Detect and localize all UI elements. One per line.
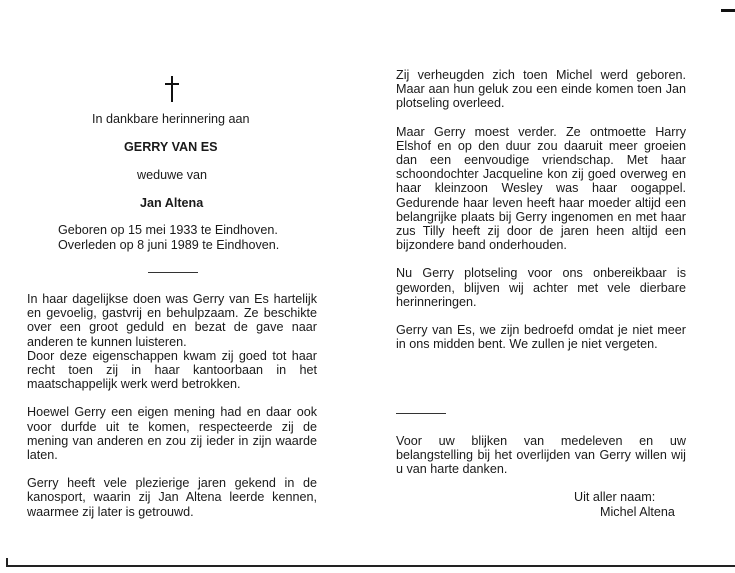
intro-text: In dankbare herinnering aan <box>92 112 250 126</box>
thanks-text: Voor uw blijken van medeleven en uw belangstelling bij het overlijden van Gerry willen wij u van harte danken. <box>396 434 686 477</box>
widow-of-text: weduwe van <box>137 168 208 182</box>
left-paragraph-3: Hoewel Gerry een eigen mening had en daar ook voor durfde uit te komen, respecteerde zij de mening van anderen en zou zij ieder in zijn waarde laten. <box>27 405 317 463</box>
left-body <box>27 292 317 519</box>
separator-rule-left <box>148 272 198 273</box>
death-text: Overleden op 8 juni 1989 te Eindhoven. <box>58 238 280 252</box>
husband-name: Jan Altena <box>140 196 204 210</box>
separator-rule-right <box>396 413 446 414</box>
signature-intro: Uit aller naam: <box>574 490 656 504</box>
corner-mark <box>721 9 735 12</box>
deceased-name: GERRY VAN ES <box>124 140 218 154</box>
birth-text: Geboren op 15 mei 1933 te Eindhoven. <box>58 223 278 237</box>
left-paragraph-2: Door deze eigenschappen kwam zij goed tot haar recht toen zij in haar kantoorbaan in het maatschappelijk werk werd betrokken. <box>27 348 317 392</box>
left-paragraph-4: Gerry heeft vele plezierige jaren gekend in de kanosport, waarin zij Jan Altena leerde kennen, waarmee zij later is getrouwd. <box>27 476 317 519</box>
card-corner-edge <box>6 558 8 567</box>
card-bottom-edge <box>6 565 735 567</box>
latin-cross-icon <box>157 76 187 102</box>
right-paragraph-3: Nu Gerry plotseling voor ons onbereikbaar is geworden, blijven wij achter met vele dierbare herinneringen. <box>396 266 686 309</box>
right-paragraph-4: Gerry van Es, we zijn bedroefd omdat je niet meer in ons midden bent. We zullen je niet vergeten. <box>396 323 686 352</box>
right-body <box>396 68 686 351</box>
right-paragraph-2: Maar Gerry moest verder. Ze ontmoette Harry Elshof en op den duur zou daaruit meer groeien dan een eenvoudige vriendschap. Met haar schoondochter Jacqueline kon zij goed overweg en haar kleinzoon Wesley was haar oogappel. Gedurende haar leven heeft haar moeder altijd een belangrijke plaats bij Gerry ingenomen en met haar zus Tilly heeft zij door de jaren heen altijd een bijzondere band onderhouden. <box>396 124 686 253</box>
left-paragraph-1: In haar dagelijkse doen was Gerry van Es hartelijk en gevoelig, gastvrij en behulpzaam. Ze beschikte over een groot geduld en bezat de gave naar anderen te kunnen luisteren. <box>27 292 317 349</box>
signature-name: Michel Altena <box>600 505 675 519</box>
thanks-block <box>396 434 686 477</box>
right-paragraph-1: Zij verheugden zich toen Michel werd geboren. Maar aan hun geluk zou een einde komen toen Jan plotseling overleed. <box>396 68 686 111</box>
